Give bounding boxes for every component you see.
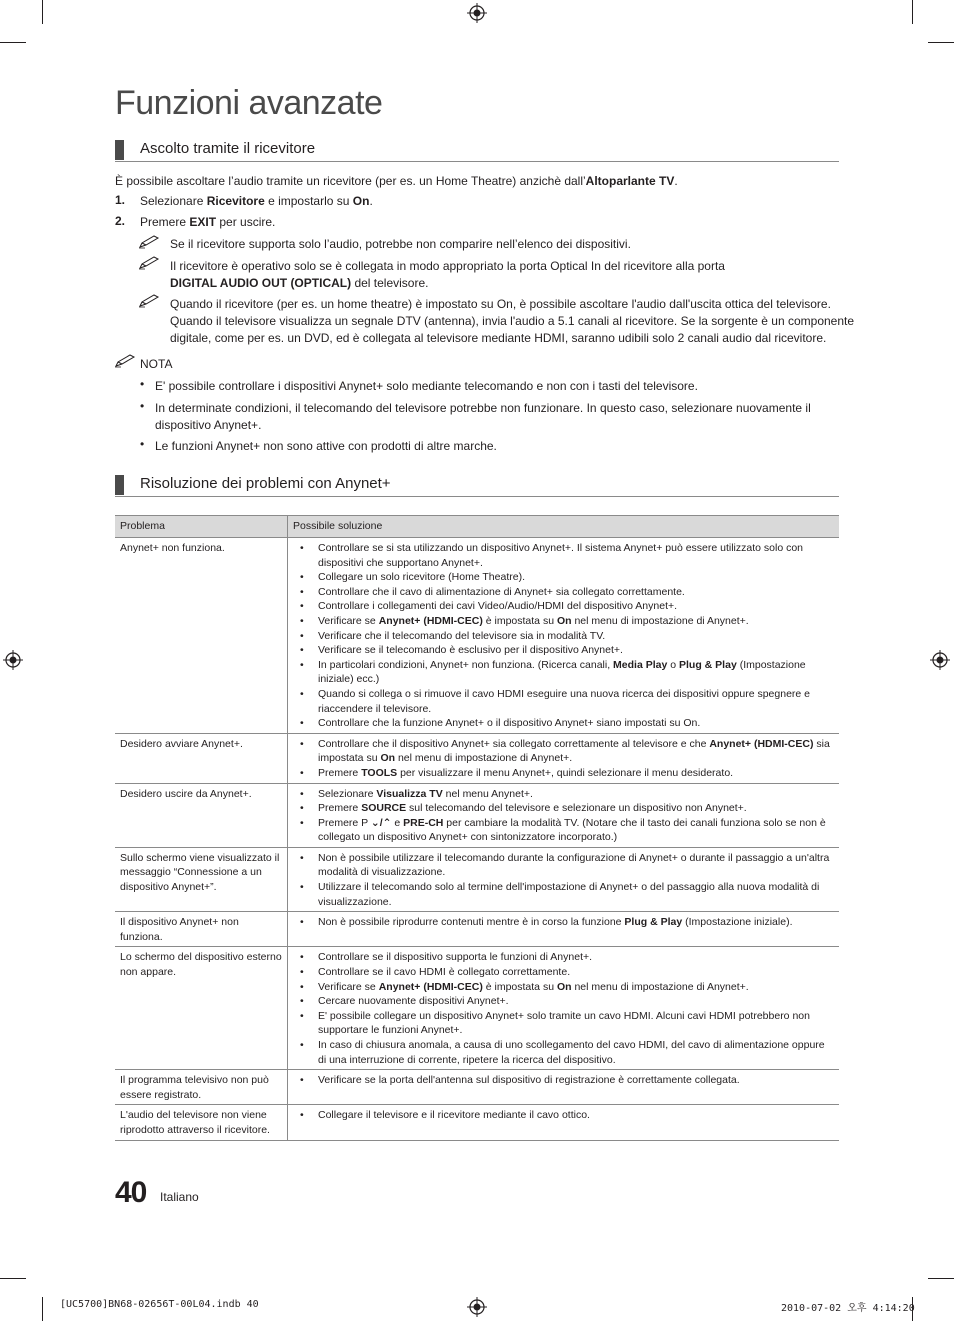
page-title: Funzioni avanzate	[115, 84, 383, 122]
step-bold: On	[352, 194, 370, 208]
solution-item	[293, 851, 834, 880]
solution-item	[293, 629, 834, 644]
solution-bold: Anynet+ (HDMI-CEC)	[709, 737, 814, 750]
registration-mark-icon	[3, 650, 23, 670]
section-marker	[115, 475, 124, 495]
solution-list	[293, 787, 834, 845]
solution-text: E' possibile collegare un dispositivo Anynet+ solo tramite un cavo HDMI. Alcuni cavi HDMI potrebbero non supportare le funzioni Anynet+.	[318, 1009, 810, 1037]
bullet: •	[140, 377, 145, 391]
solution-text: e	[391, 816, 404, 829]
solution-item	[293, 801, 834, 816]
solution-text: Controllare che il cavo di alimentazione di Anynet+ sia collegato correttamente.	[318, 585, 685, 598]
step-bold: Ricevitore	[206, 194, 265, 208]
solution-text: Selezionare	[318, 787, 377, 800]
table-row	[115, 847, 839, 911]
note-text: Se il ricevitore supporta solo l’audio, potrebbe non comparire nell’elenco dei dispositivi.	[170, 237, 631, 251]
solution-item	[293, 950, 834, 965]
page-language: Italiano	[160, 1190, 199, 1204]
troubleshooting-table	[115, 515, 839, 1141]
problem-cell: Anynet+ non funziona.	[115, 538, 288, 734]
solution-item	[293, 614, 834, 629]
solution-item	[293, 1108, 834, 1123]
solution-list	[293, 950, 834, 1067]
solution-text: In particolari condizioni, Anynet+ non funziona. (Ricerca canali,	[318, 658, 614, 671]
column-header-problem: Problema	[115, 516, 288, 538]
solution-list	[293, 851, 834, 909]
solution-text: Premere	[318, 766, 362, 779]
solution-item	[293, 687, 834, 716]
solution-list	[293, 915, 834, 930]
solution-list	[293, 737, 834, 781]
bullet: •	[140, 399, 145, 413]
solution-text: nel menu di impostazione di Anynet+.	[395, 752, 573, 765]
solution-text: o	[667, 658, 680, 671]
channel-arrows-icon: ⌄/⌃	[370, 816, 392, 829]
solution-list	[293, 1108, 834, 1123]
problem-cell: L'audio del televisore non viene riprodotto attraverso il ricevitore.	[115, 1105, 288, 1140]
solution-text: Collegare un solo ricevitore (Home Theatre).	[318, 571, 525, 584]
solution-text: Controllare se si sta utilizzando un dispositivo Anynet+. Il sistema Anynet+ può essere utilizzato solo con dispositivi che supportano Anynet+.	[318, 542, 804, 569]
table-row	[115, 912, 839, 947]
intro-bold: Altoparlante TV	[585, 174, 675, 188]
crop-mark	[0, 42, 26, 43]
problem-cell: Il dispositivo Anynet+ non funziona.	[115, 912, 288, 947]
table-row	[115, 733, 839, 783]
solution-list	[293, 1073, 834, 1088]
problem-cell: Sullo schermo viene visualizzato il messaggio “Connessione a un dispositivo Anynet+”.	[115, 847, 288, 911]
solution-bold: Media Play	[613, 658, 668, 671]
step-1	[140, 193, 373, 210]
solution-cell	[288, 1070, 840, 1105]
solution-cell	[288, 1105, 840, 1140]
solution-item	[293, 541, 834, 570]
solution-text: Cercare nuovamente dispositivi Anynet+.	[318, 995, 509, 1008]
solution-text: sul telecomando del televisore e selezionare un dispositivo non Anynet+.	[406, 802, 747, 815]
solution-bold: On	[556, 980, 572, 993]
solution-text: Verificare che il telecomando del televisore sia in modalità TV.	[318, 629, 606, 642]
nota-line: In determinate condizioni, il telecomando del televisore potrebbe non funzionare. In questo caso, selezionare nuovamente il	[155, 401, 811, 415]
solution-item	[293, 599, 834, 614]
solution-item	[293, 994, 834, 1009]
solution-bold: SOURCE	[361, 802, 407, 815]
solution-cell	[288, 733, 840, 783]
pencil-note-icon	[139, 294, 161, 308]
intro-text-end: .	[674, 174, 678, 188]
solution-bold: Plug & Play	[624, 916, 683, 929]
step-number: 2.	[115, 214, 126, 228]
crop-mark	[42, 1297, 43, 1321]
solution-item	[293, 1038, 834, 1067]
solution-text: è impostata su	[482, 614, 557, 627]
solution-text: Controllare che la funzione Anynet+ o il dispositivo Anynet+ siano impostati su On.	[318, 717, 701, 730]
step-text: Selezionare	[140, 194, 207, 208]
table-row	[115, 538, 839, 734]
solution-text: Controllare se il cavo HDMI è collegato correttamente.	[318, 966, 571, 979]
solution-text: (Impostazione iniziale) ecc.)	[318, 658, 806, 686]
step-text: e impostarlo su	[264, 194, 353, 208]
note-line: Quando il televisore visualizza un segnale DTV (antenna), invia l'audio a 5.1 canali al ricevitore. Se la sorgente è un componente	[170, 314, 855, 328]
solution-item	[293, 816, 834, 845]
solution-text: Utilizzare il telecomando solo al termine dell'impostazione di Anynet+ o del passaggio alla nuova modalità di visualizzazione.	[318, 881, 820, 908]
solution-text: Premere	[318, 802, 362, 815]
section-heading	[115, 139, 839, 162]
note-line: Quando il ricevitore (per es. un home theatre) è impostato su On, è possibile ascoltare l'audio dall'uscita ottica del televisore.	[170, 297, 831, 311]
solution-cell	[288, 847, 840, 911]
solution-item	[293, 737, 834, 766]
column-header-solution: Possibile soluzione	[288, 516, 840, 538]
nota-line: E' possibile controllare i dispositivi Anynet+ solo mediante telecomando e non con i tasti del televisore.	[155, 379, 698, 393]
pencil-note-icon	[139, 256, 161, 270]
print-slug-right: 2010-07-02 오후 4:14:20	[781, 1303, 915, 1314]
solution-bold: On	[556, 614, 572, 627]
solution-item	[293, 965, 834, 980]
solution-cell	[288, 912, 840, 947]
section-title: Risoluzione dei problemi con Anynet+	[140, 475, 391, 492]
print-slug-left: [UC5700]BN68-02656T-00L04.indb 40	[60, 1299, 259, 1310]
crop-mark	[928, 42, 954, 43]
solution-text: Verificare se	[318, 980, 379, 993]
pencil-note-icon	[115, 354, 137, 368]
solution-text: Verificare se la porta dell'antenna sul dispositivo di registrazione è correttamente collegata.	[318, 1074, 740, 1087]
solution-bold: Anynet+ (HDMI-CEC)	[378, 980, 483, 993]
solution-text: nel menu di impostazione di Anynet+.	[571, 980, 749, 993]
solution-text: Collegare il televisore e il ricevitore mediante il cavo ottico.	[318, 1109, 590, 1122]
intro-text: È possibile ascoltare l’audio tramite un ricevitore (per es. un Home Theatre) anzichè dall’	[115, 174, 586, 188]
step-text: per uscire.	[216, 215, 276, 229]
solution-text: Non è possibile utilizzare il telecomando durante la configurazione di Anynet+ o durante il passaggio a un'altra modalità di visualizzazione.	[318, 851, 830, 879]
solution-cell	[288, 538, 840, 734]
section-heading	[115, 474, 839, 497]
solution-bold: Visualizza TV	[376, 787, 443, 800]
note-text	[170, 258, 725, 292]
solution-text: Verificare se il telecomando è esclusivo per il dispositivo Anynet+.	[318, 644, 623, 657]
pencil-note-icon	[139, 235, 161, 249]
page-number: 40	[115, 1176, 147, 1209]
problem-cell: Il programma televisivo non può essere registrato.	[115, 1070, 288, 1105]
table-row	[115, 783, 839, 847]
registration-mark-icon	[467, 1297, 487, 1317]
solution-item	[293, 1009, 834, 1038]
solution-text: Controllare se il dispositivo supporta le funzioni di Anynet+.	[318, 951, 593, 964]
solution-list	[293, 541, 834, 731]
solution-bold: TOOLS	[361, 766, 398, 779]
solution-item	[293, 915, 834, 930]
problem-cell: Lo schermo del dispositivo esterno non appare.	[115, 947, 288, 1070]
solution-item	[293, 880, 834, 909]
problem-cell: Desidero uscire da Anynet+.	[115, 783, 288, 847]
crop-mark	[912, 0, 913, 24]
solution-bold: Anynet+ (HDMI-CEC)	[378, 614, 483, 627]
solution-text: Quando si collega o si rimuove il cavo HDMI eseguire una nuova ricerca dei dispositivi oppure spegnere e riaccendere il televisore.	[318, 687, 811, 715]
note-line: digitale, come per es. un DVD, ed è collegata al televisore mediante HDMI, saranno udibili solo 2 canali audio dal ricevitore.	[170, 331, 827, 345]
solution-item	[293, 1073, 834, 1088]
solution-text: (Impostazione iniziale).	[682, 916, 793, 929]
solution-bold: On	[380, 752, 396, 765]
solution-item	[293, 658, 834, 687]
registration-mark-icon	[467, 3, 487, 23]
section-title: Ascolto tramite il ricevitore	[140, 140, 316, 157]
crop-mark	[0, 1278, 26, 1279]
nota-item	[155, 400, 811, 434]
nota-item	[155, 438, 497, 455]
solution-text: Controllare che il dispositivo Anynet+ sia collegato correttamente al televisore e che	[318, 737, 710, 750]
solution-cell	[288, 783, 840, 847]
note-line-end: del televisore.	[351, 276, 429, 290]
solution-text: per visualizzare il menu Anynet+, quindi selezionare il menu desiderato.	[397, 766, 734, 779]
solution-text: sia impostata su	[318, 737, 830, 765]
table-header-row	[115, 516, 839, 538]
table-row	[115, 947, 839, 1070]
step-2	[140, 214, 275, 231]
solution-item	[293, 980, 834, 995]
nota-line: Le funzioni Anynet+ non sono attive con prodotti di altre marche.	[155, 439, 497, 453]
solution-text: Premere P	[318, 816, 371, 829]
solution-text: è impostata su	[482, 980, 557, 993]
table-row	[115, 1070, 839, 1105]
solution-item	[293, 643, 834, 658]
problem-cell: Desidero avviare Anynet+.	[115, 733, 288, 783]
solution-text: Verificare se	[318, 614, 379, 627]
solution-item	[293, 766, 834, 781]
note-bold: DIGITAL AUDIO OUT (OPTICAL)	[170, 276, 352, 290]
table-body	[115, 538, 839, 1141]
note-line: Il ricevitore è operativo solo se è collegata in modo appropriato la porta Optical In del ricevitore alla porta	[170, 259, 725, 273]
registration-mark-icon	[930, 650, 950, 670]
solution-text: nel menu di impostazione di Anynet+.	[571, 614, 749, 627]
crop-mark	[928, 1278, 954, 1279]
nota-line: dispositivo Anynet+.	[155, 418, 262, 432]
crop-mark	[42, 0, 43, 24]
table-row	[115, 1105, 839, 1140]
solution-item	[293, 716, 834, 731]
step-text: .	[369, 194, 373, 208]
note-text	[170, 296, 854, 347]
section-marker	[115, 140, 124, 160]
nota-label: NOTA	[140, 357, 173, 371]
solution-text: nel menu Anynet+.	[442, 787, 533, 800]
step-number: 1.	[115, 193, 126, 207]
step-text: Premere	[140, 215, 190, 229]
nota-item	[155, 378, 698, 395]
solution-text: per cambiare la modalità TV. (Notare che il tasto dei canali funziona solo se non è collegato un dispositivo Anynet+ con sintonizzatore incorporato.)	[318, 816, 826, 844]
solution-item	[293, 570, 834, 585]
intro-paragraph	[115, 173, 678, 190]
solution-text: Non è possibile riprodurre contenuti mentre è in corso la funzione	[318, 916, 625, 929]
solution-cell	[288, 947, 840, 1070]
solution-item	[293, 585, 834, 600]
step-bold: EXIT	[189, 215, 217, 229]
solution-bold: PRE-CH	[403, 816, 444, 829]
solution-item	[293, 787, 834, 802]
bullet: •	[140, 437, 145, 451]
solution-text: In caso di chiusura anomala, a causa di uno scollegamento del cavo HDMI, del cavo di alimentazione oppure di una interruzione di corrente, ripetere la ricerca del dispositivo.	[318, 1039, 825, 1066]
solution-text: Controllare i collegamenti dei cavi Video/Audio/HDMI del dispositivo Anynet+.	[318, 600, 678, 613]
solution-bold: Plug & Play	[679, 658, 737, 671]
